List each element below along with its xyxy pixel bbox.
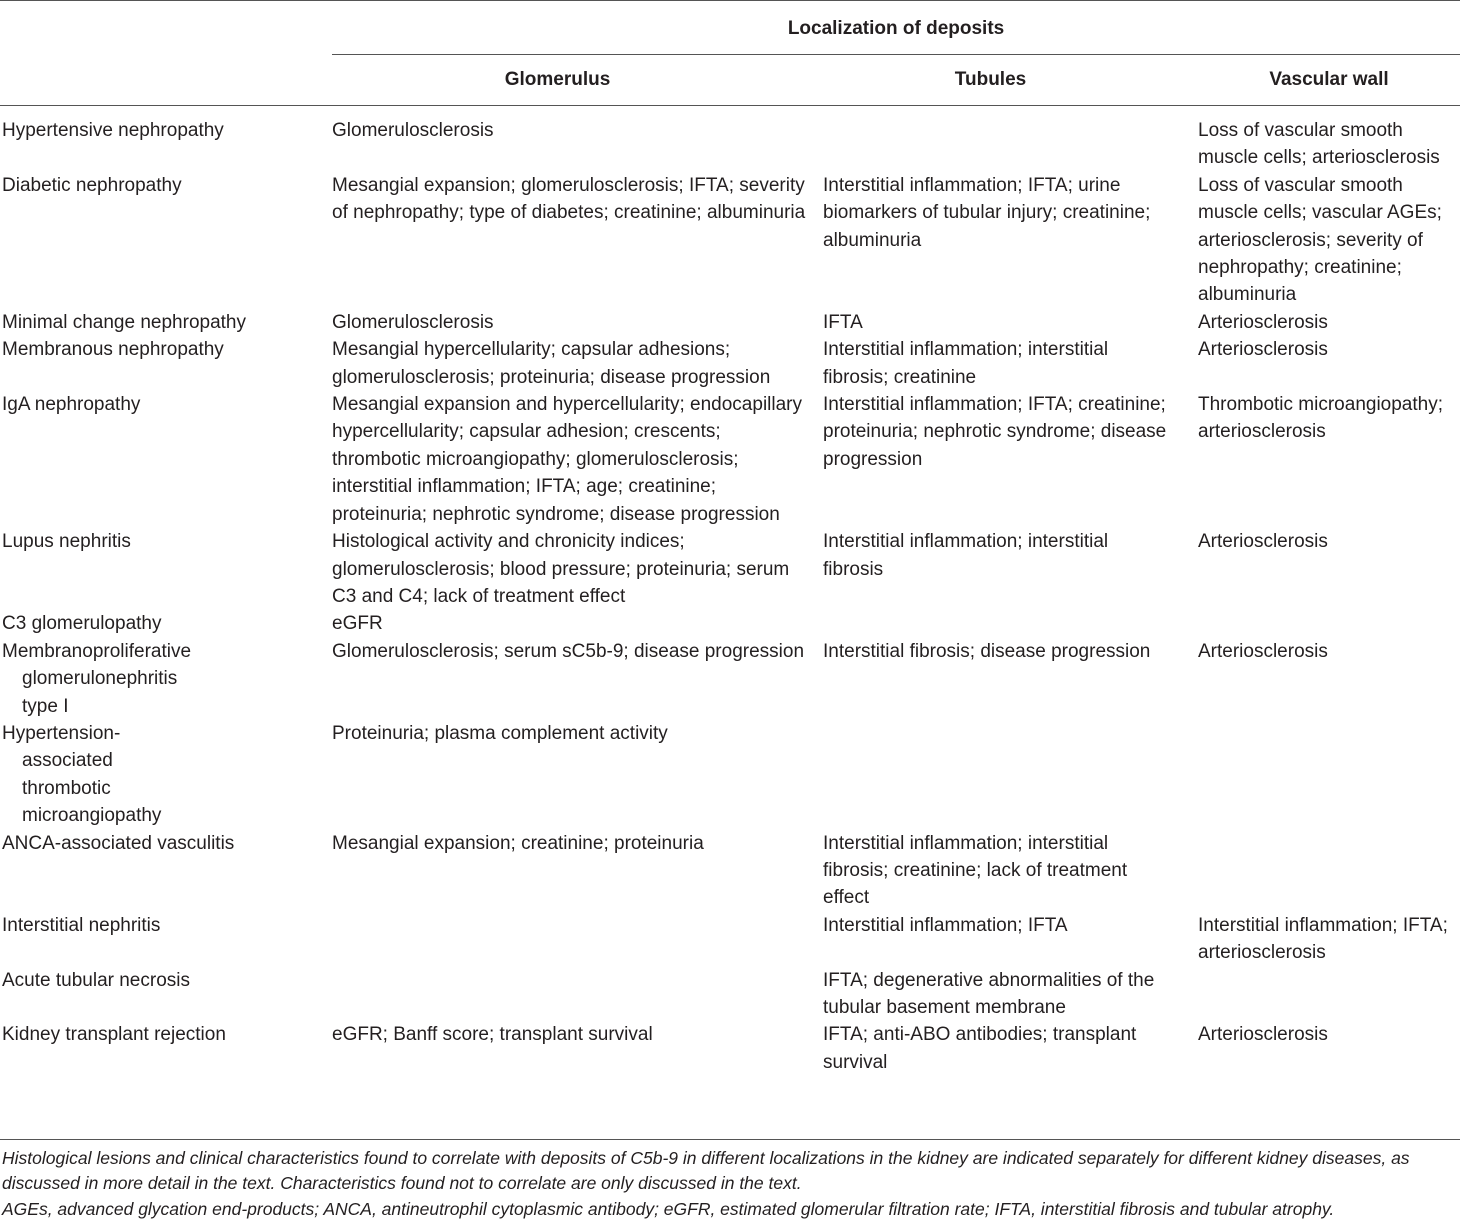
glomerulus-cell	[332, 967, 823, 1022]
disease-cell	[0, 336, 332, 391]
glomerulus-cell: Glomerulosclerosis; serum sC5b-9; disease progression	[332, 640, 805, 662]
tubules-cell: Interstitial inflammation; IFTA; urine biomarkers of tubular injury; creatinine; albuminuria	[823, 174, 1151, 251]
glomerulus-cell: Mesangial hypercellularity; capsular adhesions; glomerulosclerosis; proteinuria; disease progression	[332, 339, 771, 388]
disease-line: IgA nephropathy	[2, 394, 141, 416]
disease-cell	[0, 309, 332, 336]
vascular-wall-cell	[1198, 610, 1460, 637]
header-glomerulus: Glomerulus	[332, 55, 823, 106]
vascular-wall-cell	[1198, 720, 1460, 830]
glomerulus-cell: Mesangial expansion; glomerulosclerosis; IFTA; severity of nephropathy; type of diabetes; creatinine; albuminuria	[332, 174, 806, 224]
tubules-cell: Interstitial inflammation; IFTA	[823, 914, 1068, 936]
table-row	[0, 638, 1460, 720]
table-row	[0, 912, 1460, 967]
disease-cell	[0, 1021, 332, 1082]
vascular-wall-cell: Arteriosclerosis	[1198, 311, 1328, 333]
table-row	[0, 336, 1460, 391]
table-row	[0, 1021, 1460, 1082]
table-row	[0, 391, 1460, 528]
disease-cell	[0, 610, 332, 637]
disease-line: glomerulonephritis	[22, 668, 178, 690]
header-blank-2	[0, 55, 332, 106]
glomerulus-cell	[332, 912, 823, 967]
glomerulus-cell: Glomerulosclerosis	[332, 120, 494, 141]
disease-cell	[0, 967, 332, 1022]
glomerulus-cell: Mesangial expansion and hypercellularity; endocapillary hypercellularity; capsular adhesion; crescents; thrombotic microangiopathy; glomerulosclerosis; interstitial inflammation; IFTA; age; creatinine; proteinuria; nephrotic syndrome; disease progression	[332, 394, 802, 525]
tubules-cell: Interstitial inflammation; interstitial fibrosis	[823, 531, 1109, 580]
vascular-wall-cell	[1198, 830, 1460, 912]
tubules-cell: Interstitial fibrosis; disease progression	[823, 640, 1151, 662]
disease-line: Lupus nephritis	[2, 531, 131, 553]
table-row	[0, 172, 1460, 309]
disease-line: Interstitial nephritis	[2, 914, 161, 936]
disease-cell	[0, 528, 332, 610]
vascular-wall-cell: Loss of vascular smooth muscle cells; arteriosclerosis	[1198, 120, 1440, 169]
disease-cell	[0, 391, 332, 528]
disease-line: microangiopathy	[22, 805, 162, 827]
vascular-wall-cell: Arteriosclerosis	[1198, 1024, 1328, 1046]
disease-line: Membranoproliferative	[2, 640, 192, 662]
glomerulus-cell: Mesangial expansion; creatinine; proteinuria	[332, 832, 704, 854]
glomerulus-cell: Histological activity and chronicity indices; glomerulosclerosis; blood pressure; proteinuria; serum C3 and C4; lack of treatment effect	[332, 531, 790, 607]
disease-line: type I	[22, 695, 69, 717]
table-row	[0, 830, 1460, 912]
tubules-cell	[823, 106, 1198, 172]
disease-line: Membranous nephropathy	[2, 339, 224, 361]
vascular-wall-cell: Interstitial inflammation; IFTA; arteriosclerosis	[1198, 914, 1448, 964]
disease-line: Acute tubular necrosis	[2, 969, 190, 991]
disease-line: Kidney transplant rejection	[2, 1024, 226, 1046]
header-vascular-wall: Vascular wall	[1198, 55, 1460, 106]
disease-line: ANCA-associated vasculitis	[2, 832, 235, 854]
glomerulus-cell: eGFR; Banff score; transplant survival	[332, 1024, 653, 1046]
tubules-cell: Interstitial inflammation; IFTA; creatinine; proteinuria; nephrotic syndrome; disease progression	[823, 394, 1167, 470]
vascular-wall-cell: Loss of vascular smooth muscle cells; vascular AGEs; arteriosclerosis; severity of nephropathy; creatinine; albuminuria	[1198, 174, 1442, 306]
tubules-cell: IFTA	[823, 311, 863, 333]
disease-cell	[0, 720, 332, 830]
table-footnotes	[0, 1139, 1460, 1222]
vascular-wall-cell: Arteriosclerosis	[1198, 531, 1328, 553]
table-row	[0, 106, 1460, 172]
vascular-wall-cell: Arteriosclerosis	[1198, 339, 1328, 361]
footnote-abbreviations: AGEs, advanced glycation end-products; ANCA, antineutrophil cytoplasmic antibody; eGFR, estimated glomerular filtration rate; IFTA, interstitial fibrosis and tubular atrophy.	[2, 1199, 1335, 1219]
glomerulus-cell: eGFR	[332, 613, 383, 635]
disease-line: thrombotic	[22, 777, 111, 799]
disease-line: associated	[22, 750, 113, 772]
disease-cell	[0, 172, 332, 309]
table-header	[0, 1, 1460, 106]
header-group-label: Localization of deposits	[332, 1, 1460, 55]
tubules-cell: IFTA; degenerative abnormalities of the tubular basement membrane	[823, 969, 1155, 1018]
tubules-cell	[823, 720, 1198, 830]
disease-line: Minimal change nephropathy	[2, 311, 246, 333]
tubules-cell: Interstitial inflammation; interstitial fibrosis; creatinine; lack of treatment effect	[823, 832, 1128, 909]
tubules-cell	[823, 610, 1198, 637]
vascular-wall-cell: Arteriosclerosis	[1198, 640, 1328, 662]
disease-line: Hypertensive nephropathy	[2, 120, 224, 141]
tubules-cell: IFTA; anti-ABO antibodies; transplant survival	[823, 1024, 1137, 1073]
table-body	[0, 106, 1460, 1083]
disease-line: Diabetic nephropathy	[2, 174, 182, 196]
disease-cell	[0, 912, 332, 967]
table-row	[0, 528, 1460, 610]
table-row	[0, 720, 1460, 830]
glomerulus-cell: Glomerulosclerosis	[332, 311, 494, 333]
disease-line: Hypertension-	[2, 722, 121, 744]
table-row	[0, 610, 1460, 637]
disease-line: C3 glomerulopathy	[2, 613, 162, 635]
disease-cell	[0, 106, 332, 172]
table-row	[0, 309, 1460, 336]
glomerulus-cell: Proteinuria; plasma complement activity	[332, 722, 668, 744]
vascular-wall-cell: Thrombotic microangiopathy; arteriosclerosis	[1198, 394, 1443, 443]
header-blank	[0, 1, 332, 55]
footnote-description: Histological lesions and clinical characteristics found to correlate with deposits of C5b-9 in different localizations in the kidney are indicated separately for different kidney diseases, as discussed in more detail in the text. Characteristics found not to correlate are only discussed in the text.	[2, 1148, 1410, 1193]
header-tubules: Tubules	[823, 55, 1198, 106]
disease-cell	[0, 638, 332, 720]
disease-cell	[0, 830, 332, 912]
table-row	[0, 967, 1460, 1022]
tubules-cell: Interstitial inflammation; interstitial fibrosis; creatinine	[823, 339, 1109, 388]
vascular-wall-cell	[1198, 967, 1460, 1022]
